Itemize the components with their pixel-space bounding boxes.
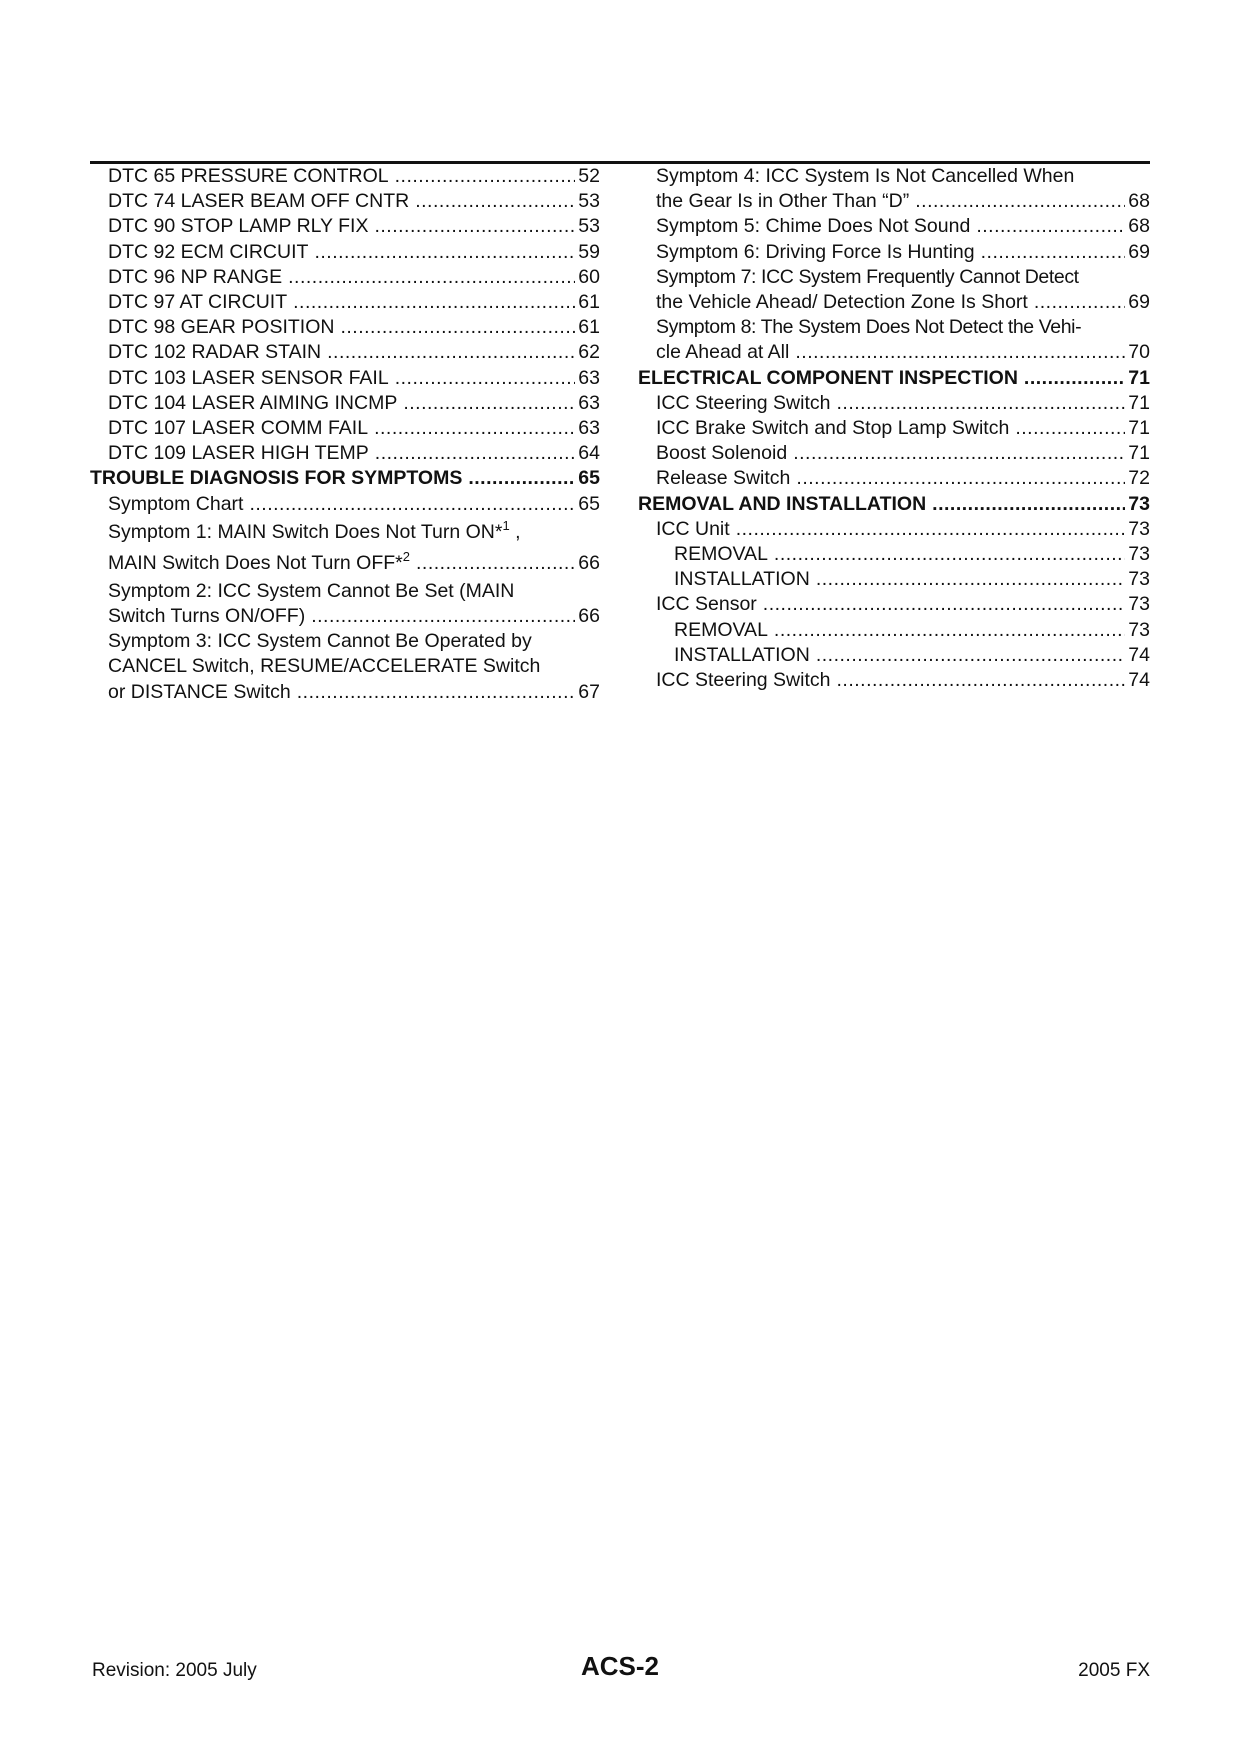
toc-entry-continued[interactable]: Symptom 7: ICC System Frequently Cannot Detect bbox=[656, 265, 1079, 288]
toc-entry-continued[interactable]: CANCEL Switch, RESUME/ACCELERATE Switch bbox=[108, 655, 541, 678]
toc-entry[interactable]: cle Ahead at All ..... 70 bbox=[638, 340, 1150, 365]
toc-entry[interactable]: or DISTANCE Switch ..... 67 bbox=[90, 680, 600, 705]
toc-section-heading[interactable]: ELECTRICAL COMPONENT INSPECTION ..... 71 bbox=[638, 366, 1150, 391]
toc-entry[interactable]: DTC 97 AT CIRCUIT ..... 61 bbox=[90, 290, 600, 315]
toc-entry[interactable]: DTC 92 ECM CIRCUIT ..... 59 bbox=[90, 240, 600, 265]
toc-entry[interactable]: ICC Unit ..... 73 bbox=[638, 517, 1150, 542]
toc-entry[interactable]: ICC Sensor ..... 73 bbox=[638, 592, 1150, 617]
toc-entry-continued[interactable]: Symptom 3: ICC System Cannot Be Operated by bbox=[108, 630, 532, 653]
toc-section-heading[interactable]: REMOVAL AND INSTALLATION ..... 73 bbox=[638, 492, 1150, 517]
toc-subentry[interactable]: INSTALLATION ..... 74 bbox=[638, 643, 1150, 668]
toc-entry[interactable]: the Vehicle Ahead/ Detection Zone Is Short ..... 69 bbox=[638, 290, 1150, 315]
toc-entry[interactable]: DTC 107 LASER COMM FAIL ..... 63 bbox=[90, 416, 600, 441]
toc-entry[interactable]: Switch Turns ON/OFF) ..... 66 bbox=[90, 604, 600, 629]
toc-entry[interactable]: Symptom Chart ..... 65 bbox=[90, 492, 600, 517]
toc-entry[interactable]: DTC 102 RADAR STAIN ..... 62 bbox=[90, 340, 600, 365]
toc-entry[interactable]: Boost Solenoid ..... 71 bbox=[638, 441, 1150, 466]
toc-entry[interactable]: DTC 74 LASER BEAM OFF CNTR ..... 53 bbox=[90, 189, 600, 214]
toc-entry[interactable]: DTC 98 GEAR POSITION ..... 61 bbox=[90, 315, 600, 340]
footer-page-id: ACS-2 bbox=[580, 1651, 659, 1681]
toc-entry[interactable]: DTC 96 NP RANGE ..... 60 bbox=[90, 265, 600, 290]
toc-entry[interactable]: MAIN Switch Does Not Turn OFF*$^2$ ..... 66 bbox=[90, 548, 600, 579]
toc-entry-continued[interactable]: Symptom 8: The System Does Not Detect the Vehi- bbox=[656, 316, 1082, 339]
toc-entry[interactable]: DTC 109 LASER HIGH TEMP ..... 64 bbox=[90, 441, 600, 466]
toc-entry[interactable]: Release Switch ..... 72 bbox=[638, 466, 1150, 491]
footer-model: 2005 FX bbox=[1078, 1660, 1150, 1681]
toc-subentry[interactable]: REMOVAL ..... 73 bbox=[638, 542, 1150, 567]
toc-entry[interactable]: ICC Steering Switch ..... 74 bbox=[638, 668, 1150, 693]
toc-section-heading[interactable]: TROUBLE DIAGNOSIS FOR SYMPTOMS ..... 65 bbox=[90, 466, 600, 491]
toc-subentry[interactable]: REMOVAL ..... 73 bbox=[638, 618, 1150, 643]
toc-entry-continued[interactable]: Symptom 4: ICC System Is Not Cancelled When bbox=[656, 165, 1075, 187]
toc-entry[interactable]: the Gear Is in Other Than “D” ..... 68 bbox=[638, 189, 1150, 214]
toc-left-column bbox=[90, 164, 600, 705]
toc-entry[interactable]: Symptom 5: Chime Does Not Sound ..... 68 bbox=[638, 214, 1150, 239]
toc-entry[interactable]: DTC 65 PRESSURE CONTROL ..... 52 bbox=[90, 164, 600, 189]
toc-entry[interactable]: ICC Steering Switch ..... 71 bbox=[638, 391, 1150, 416]
toc-subentry[interactable]: INSTALLATION ..... 73 bbox=[638, 567, 1150, 592]
toc-entry-continued[interactable]: Symptom 2: ICC System Cannot Be Set (MAIN bbox=[108, 579, 515, 602]
toc-entry-continued[interactable]: Symptom 1: MAIN Switch Does Not Turn ON*$^1$ , bbox=[108, 517, 521, 543]
toc-entry[interactable]: DTC 104 LASER AIMING INCMP ..... 63 bbox=[90, 391, 600, 416]
toc-right-column bbox=[638, 164, 1150, 693]
toc-entry[interactable]: Symptom 6: Driving Force Is Hunting ..... 69 bbox=[638, 240, 1150, 265]
toc-entry[interactable]: ICC Brake Switch and Stop Lamp Switch ..... 71 bbox=[638, 416, 1150, 441]
toc-entry[interactable]: DTC 103 LASER SENSOR FAIL ..... 63 bbox=[90, 366, 600, 391]
footer-revision: Revision: 2005 July bbox=[92, 1660, 257, 1681]
toc-entry[interactable]: DTC 90 STOP LAMP RLY FIX ..... 53 bbox=[90, 214, 600, 239]
